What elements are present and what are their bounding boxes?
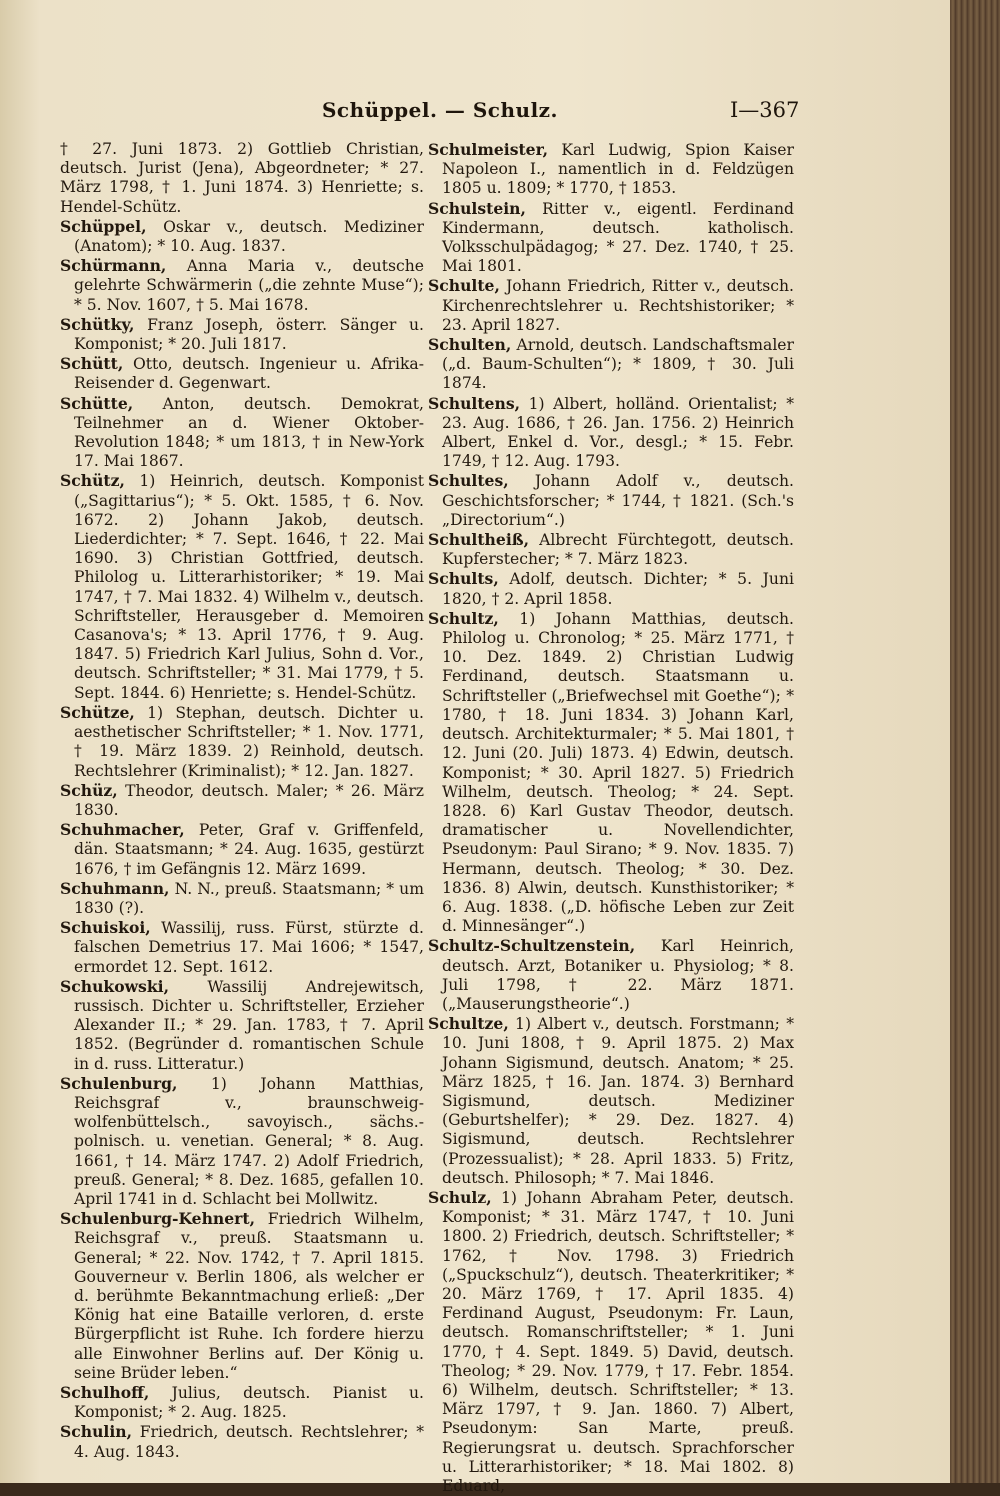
entry-keyword: Schüppel, <box>60 216 147 236</box>
dictionary-entry <box>60 471 424 702</box>
entry-text: Julius, deutsch. Pianist u. Komponist; * 2. Aug. 1825. <box>74 1384 424 1422</box>
entry-keyword: Schütz, <box>60 471 125 491</box>
entry-text: Anton, deutsch. Demokrat, Teilnehmer an d. Wiener Oktober-Revolution 1848; * um 1813, † in New-York 17. Mai 1867. <box>74 394 424 471</box>
entry-text: Johann Friedrich, Ritter v., deutsch. Kirchenrechtslehrer u. Rechtshistoriker; * 23. April 1827. <box>442 277 794 334</box>
entry-text: Oskar v., deutsch. Mediziner (Anatom); * 10. Aug. 1837. <box>74 217 424 256</box>
dictionary-entry <box>60 820 424 879</box>
dictionary-entry <box>60 354 424 393</box>
entry-keyword: Schultheiß, <box>428 530 530 550</box>
entry-text: Wassilij Andrejewitsch, russisch. Dichter u. Schriftsteller, Erzieher Alexander II.; * 29. Jan. 1783, † 7. April 1852. (Begründer d. romantischen Schule in d. russ. Litteratur.) <box>74 977 424 1073</box>
dictionary-entry <box>428 335 794 394</box>
entry-keyword: Schultz-Schultzenstein, <box>428 936 636 956</box>
dictionary-entry <box>60 1422 424 1461</box>
entry-keyword: Schüz, <box>60 780 118 800</box>
entry-text: 1) Albert v., deutsch. Forstmann; * 10. Juni 1808, † 9. April 1875. 2) Max Johann Sigismund, deutsch. Anatom; * 25. März 1825, † 16. Jan. 1874. 3) Bernhard Sigismund, deutsch. Mediziner (Geburtshelfer); * 29. Dez. 1827. 4) Sigismund, deutsch. Rechtslehrer (Prozessualist); * 28. April 1833. 5) Fritz, deutsch. Philosoph; * 7. Mai 1846. <box>442 1015 794 1187</box>
entry-keyword: Schulten, <box>428 335 512 355</box>
entry-keyword: Schütze, <box>60 702 135 722</box>
entry-text: Friedrich, deutsch. Rechtslehrer; * 4. Aug. 1843. <box>74 1423 424 1461</box>
dictionary-entry <box>60 977 424 1074</box>
entry-text: 1) Johann Matthias, Reichsgraf v., braunschweig-wolfenbüttelsch., savoyisch., sächs.-polnisch. u. venetian. General; * 8. Aug. 1661, † 14. März 1747. 2) Adolf Friedrich, preuß. General; * 8. Dez. 1685, gefallen 10. April 1741 in d. Schlacht bei Mollwitz. <box>74 1074 424 1208</box>
entry-text: Arnold, deutsch. Landschaftsmaler („d. Baum-Schulten“); * 1809, † 30. Juli 1874. <box>442 336 794 393</box>
dictionary-entry <box>60 1383 424 1422</box>
dictionary-entry <box>428 936 794 1014</box>
dictionary-entry <box>60 703 424 781</box>
entry-text: Karl Ludwig, Spion Kaiser Napoleon I., namentlich in d. Feldzügen 1805 u. 1809; * 1770, † 1853. <box>442 141 794 198</box>
entry-text: Ritter v., eigentl. Ferdinand Kindermann, deutsch. katholisch. Volksschulpädagog; * 27. Dez. 1740, † 25. Mai 1801. <box>442 199 794 276</box>
entry-keyword: Schuiskoi, <box>60 918 151 938</box>
entry-keyword: Schürmann, <box>60 256 167 276</box>
entry-keyword: Schulenburg, <box>60 1073 178 1093</box>
entry-keyword: Schulin, <box>60 1422 133 1442</box>
right-column <box>428 140 794 1496</box>
entry-keyword: Schulmeister, <box>428 140 549 159</box>
dictionary-entry <box>428 276 794 335</box>
entry-text: Otto, deutsch. Ingenieur u. Afrika-Reisender d. Gegenwart. <box>74 355 424 393</box>
entry-keyword: Schukowski, <box>60 976 169 996</box>
dictionary-entry <box>60 1074 424 1209</box>
book-edge <box>950 0 1000 1483</box>
dictionary-entry <box>428 530 794 569</box>
entry-text: 1) Stephan, deutsch. Dichter u. aesthetischer Schriftsteller; * 1. Nov. 1771, † 19. März 1839. 2) Reinhold, deutsch. Rechtslehrer (Kriminalist); * 12. Jan. 1827. <box>74 703 424 780</box>
entry-keyword: Schults, <box>428 569 499 589</box>
entry-keyword: Schultens, <box>428 393 521 413</box>
entry-text: Anna Maria v., deutsche gelehrte Schwärmerin („die zehnte Muse“); * 5. Nov. 1607, † 5. Mai 1678. <box>74 257 424 314</box>
entry-text: Karl Heinrich, deutsch. Arzt, Botaniker u. Physiolog; * 8. Juli 1798, † 22. März 1871. („Mauserungstheorie“.) <box>442 937 794 1013</box>
dictionary-entry <box>60 394 424 472</box>
dictionary-entry <box>428 1014 794 1188</box>
dictionary-entry <box>428 199 794 277</box>
dictionary-entry <box>60 140 424 217</box>
dictionary-entry <box>60 256 424 315</box>
entry-keyword: Schütky, <box>60 314 135 334</box>
entry-text: 1) Johann Abraham Peter, deutsch. Komponist; * 31. März 1747, † 10. Juni 1800. 2) Friedrich, deutsch. Schriftsteller; * 1762, † Nov. 1798. 3) Friedrich („Spuckschulz“), deutsch. Theaterkritiker; * 20. März 1769, † 17. April 1835. 4) Ferdinand August, Pseudonym: Fr. Laun, deutsch. Romanschriftsteller; * 1. Juni 1770, † 4. Sept. 1849. 5) David, deutsch. Theolog; * 29. Nov. 1779, † 17. Febr. 1854. 6) Wilhelm, deutsch. Schriftsteller; * 13. März 1797, † 9. Jan. 1860. 7) Albert, Pseudonym: San Marte, preuß. Regierungsrat u. deutsch. Sprachforscher u. Litterarhistoriker; * 18. Mai 1802. 8) Eduard, <box>442 1188 794 1496</box>
entry-text: Adolf, deutsch. Dichter; * 5. Juni 1820, † 2. April 1858. <box>442 570 794 608</box>
entry-keyword: Schuhmacher, <box>60 820 185 840</box>
entry-text: Albrecht Fürchtegott, deutsch. Kupferstecher; * 7. März 1823. <box>442 531 794 569</box>
dictionary-entry <box>60 1209 424 1383</box>
entry-text: 1) Heinrich, deutsch. Komponist („Sagittarius“); * 5. Okt. 1585, † 6. Nov. 1672. 2) Johann Jakob, deutsch. Liederdichter; * 7. Sept. 1646, † 22. Mai 1690. 3) Christian Gottfried, deutsch. Philolog u. Litterarhistoriker; * 19. Mai 1747, † 7. Mai 1832. 4) Wilhelm v., deutsch. Schriftsteller, Herausgeber d. Memoiren Casanova's; * 13. April 1776, † 9. Aug. 1847. 5) Friedrich Karl Julius, Sohn d. Vor., deutsch. Schriftsteller; * 31. Mai 1779, † 5. Sept. 1844. 6) Henriette; s. Hendel-Schütz. <box>74 472 424 702</box>
entry-text: N. N., preuß. Staatsmann; * um 1830 (?). <box>74 879 424 917</box>
entry-text: Wassilij, russ. Fürst, stürzte d. falschen Demetrius 17. Mai 1606; * 1547, ermordet 12. Sept. 1612. <box>74 919 424 976</box>
entry-keyword: Schulz, <box>428 1187 492 1207</box>
entry-text: 1) Johann Matthias, deutsch. Philolog u. Chronolog; * 25. März 1771, † 10. Dez. 1849. 2) Christian Ludwig Ferdinand, deutsch. Staatsmann u. Schriftsteller („Briefwechsel mit Goethe“); * 1780, † 18. Juni 1834. 3) Johann Karl, deutsch. Architekturmaler; * 5. Mai 1801, † 12. Juni (20. Juli) 1873. 4) Edwin, deutsch. Komponist; * 30. April 1827. 5) Friedrich Wilhelm, deutsch. Theolog; * 24. Sept. 1828. 6) Karl Gustav Theodor, deutsch. dramatischer u. Novellendichter, Pseudonym: Paul Sirano; * 9. Nov. 1835. 7) Hermann, deutsch. Theolog; * 30. Dez. 1836. 8) Alwin, deutsch. Kunsthistoriker; * 6. Aug. 1838. („D. höfische Leben zur Zeit d. Minnesänger“.) <box>442 609 794 936</box>
header-title: Schüppel. — Schulz. <box>321 98 558 122</box>
entry-text: † 27. Juni 1873. 2) Gottlieb Christian, deutsch. Jurist (Jena), Abgeordneter; * 27. März 1798, † 1. Juni 1874. 3) Henriette; s. Hendel-Schütz. <box>60 140 424 216</box>
running-header <box>0 98 950 134</box>
dictionary-entry <box>428 140 794 199</box>
entry-keyword: Schulte, <box>428 276 500 296</box>
dictionary-entry <box>60 781 424 820</box>
entry-keyword: Schütte, <box>60 393 134 413</box>
dictionary-entry <box>428 1188 794 1496</box>
dictionary-entry <box>428 609 794 936</box>
left-column <box>60 140 424 1462</box>
entry-keyword: Schütt, <box>60 354 124 374</box>
dictionary-entry <box>60 918 424 977</box>
entry-keyword: Schultze, <box>428 1014 509 1034</box>
entry-text: Peter, Graf v. Griffenfeld, dän. Staatsmann; * 24. Aug. 1635, gestürzt 1676, † im Gefängnis 12. März 1699. <box>74 821 424 878</box>
entry-text: Theodor, deutsch. Maler; * 26. März 1830. <box>74 781 424 819</box>
entry-keyword: Schulstein, <box>428 198 526 218</box>
dictionary-entry <box>60 217 424 256</box>
entry-keyword: Schulhoff, <box>60 1383 150 1402</box>
entry-keyword: Schultes, <box>428 471 509 491</box>
entry-text: 1) Albert, holländ. Orientalist; * 23. Aug. 1686, † 26. Jan. 1756. 2) Heinrich Albert, Enkel d. Vor., desgl.; * 15. Febr. 1749, † 12. Aug. 1793. <box>442 394 794 471</box>
entry-text: Friedrich Wilhelm, Reichsgraf v., preuß. Staatsmann u. General; * 22. Nov. 1742, † 7. April 1815. Gouverneur v. Berlin 1806, als welcher er d. berühmte Bekanntmachung erließ: „Der König hat eine Bataille verloren, d. erste Bürgerpflicht ist Ruhe. Ich fordere hierzu alle Einwohner Berlins auf. Der König u. seine Brüder leben.“ <box>74 1210 424 1382</box>
dictionary-entry <box>428 394 794 472</box>
dictionary-entry <box>60 879 424 918</box>
entry-text: Johann Adolf v., deutsch. Geschichtsforscher; * 1744, † 1821. (Sch.'s „Directorium“.) <box>442 472 794 529</box>
entry-keyword: Schultz, <box>428 608 499 628</box>
entry-text: Franz Joseph, österr. Sänger u. Komponist; * 20. Juli 1817. <box>74 315 424 354</box>
page-number: I—367 <box>730 98 800 122</box>
dictionary-entry <box>428 569 794 608</box>
entry-keyword: Schulenburg-Kehnert, <box>60 1209 256 1229</box>
entry-keyword: Schuhmann, <box>60 878 170 898</box>
dictionary-entry <box>428 471 794 530</box>
dictionary-entry <box>60 315 424 354</box>
